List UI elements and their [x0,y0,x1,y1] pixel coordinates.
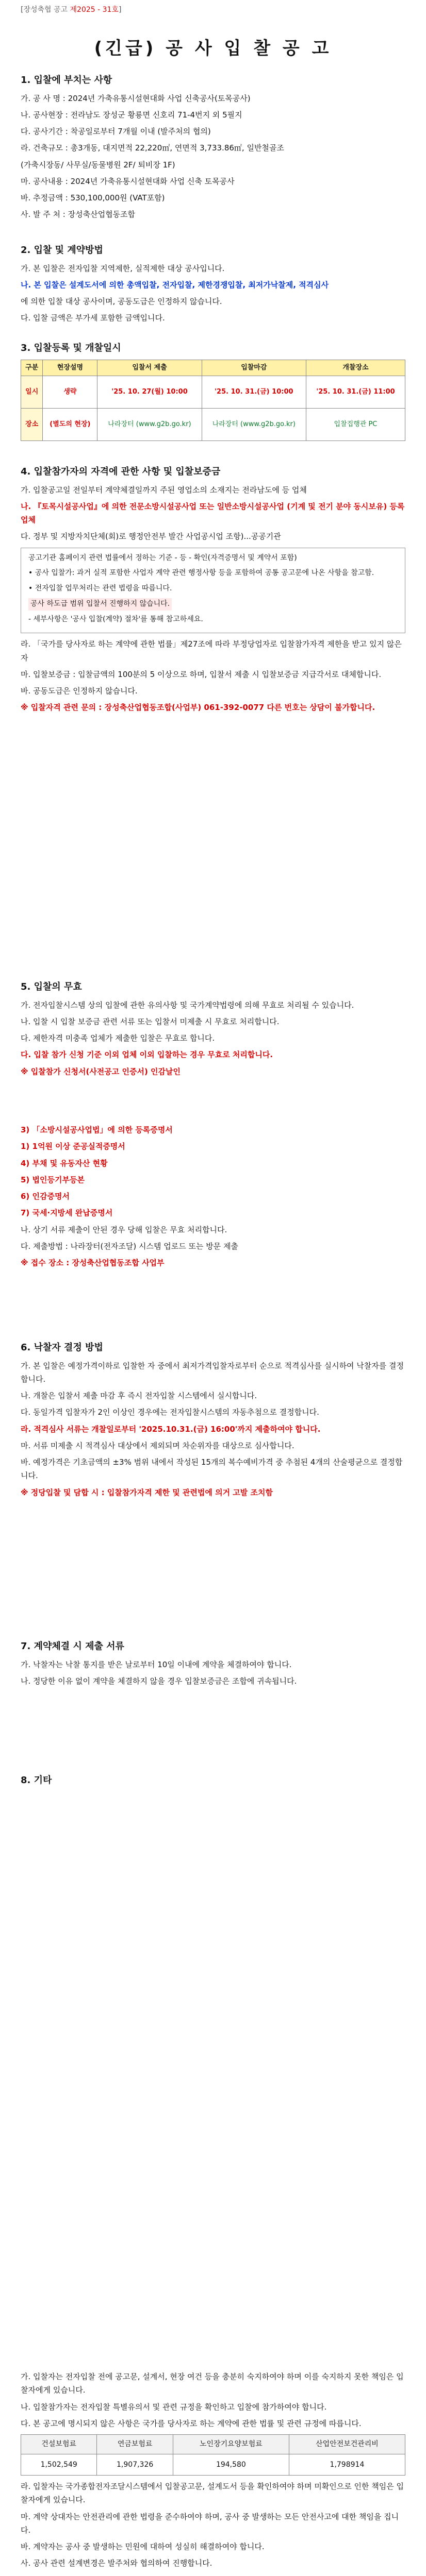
list-item: 마. 공사내용 : 2024년 가축유통시설현대화 사업 신축 토목공사 [21,176,235,186]
table-header: 개찰장소 [306,360,405,376]
table-row: 일시 생략 '25. 10. 27(월) 10:00 '25. 10. 31.(금) 10:00 '25. 10. 31.(금) 11:00 [21,376,405,409]
list-item: 바. 예정가격은 기초금액의 ±3% 범위 내에서 작성된 15개의 복수예비가격 중 추첨된 4개의 산술평균으로 결정합니다. [21,1458,403,1481]
list-item: 7) 국세·지방세 완납증명서 [21,1208,113,1218]
list-item: 바. 계약자는 공사 중 발생하는 민원에 대하여 성실히 해결하여야 합니다. [21,2542,265,2551]
section-heading: 4. 입찰참가자의 자격에 관한 사항 및 입찰보증금 [21,466,221,477]
list-item: 다. 본 공고에 명시되지 않은 사항은 국가를 당사자로 하는 계약에 관한 법률 및 관련 규정에 따릅니다. [21,2418,362,2428]
table-row: 장소 (별도의 현장) 나라장터 (www.g2b.go.kr) 나라장터 (www.g2b.go.kr) 입찰집행관 PC [21,409,405,441]
table-row: 1,502,549 1,907,326 194,580 1,798914 [21,2454,405,2476]
list-item: ※ 접수 장소 : 장성축산업협동조합 사업부 [21,1258,165,1267]
list-item: (가축시장동/ 사무실/동물병원 2F/ 퇴비장 1F) [21,160,175,170]
list-item: 다. 입찰 금액은 부가세 포함한 금액입니다. [21,313,165,323]
list-item: 마. 계약 상대자는 안전관리에 관한 법령을 준수하여야 하며, 공사 중 발생하는 모든 안전사고에 대한 책임을 집니다. [21,2512,399,2535]
list-item: 3) 「소방시설공사업법」에 의한 등록증명서 [21,1125,173,1134]
list-item: 라. 적격심사 서류는 개찰일로부터 '2025.10.31.(금) 16:00'까지 제출하여야 합니다. [21,1424,321,1434]
list-item: 라. 「국가를 당사자로 하는 계약에 관한 법률」제27조에 따라 부정당업자로 입찰참가자격 제한을 받고 있지 않은 자 [21,639,402,663]
section-heading: 5. 입찰의 무효 [21,981,82,992]
section-heading: 2. 입찰 및 계약방법 [21,245,103,256]
table-header: 구분 [21,360,43,376]
list-item: 사. 발 주 처 : 장성축산업협동조합 [21,210,136,219]
list-item: 가. 낙찰자는 낙찰 통지를 받은 날로부터 10일 이내에 계약을 체결하여야 합니다. [21,1659,292,1669]
list-item: 나. 정당한 이유 없이 계약을 체결하지 않을 경우 입찰보증금은 조합에 귀속됩니다. [21,1676,297,1686]
inquiry-note: ※ 입찰자격 관련 문의 : 장성축산업협동조합(사업부) 061-392-0077 다른 번호는 상담이 불가합니다. [21,703,375,713]
section-schedule [21,340,405,441]
list-item: 사. 공사 관련 설계변경은 발주처와 협의하여 진행합니다. [21,2558,212,2568]
section-invalid-bids [21,979,405,1081]
list-item: 가. 입찰자는 전자입찰 전에 공고문, 설계서, 현장 여건 등을 충분히 숙지하여야 하며 이를 숙지하지 못한 책임은 입찰자에게 있습니다. [21,2372,404,2395]
list-item: 6) 인감증명서 [21,1192,70,1201]
table-header: 입찰서 제출 [97,360,202,376]
section-bid-overview [21,72,405,225]
list-item: 가. 본 입찰은 전자입찰 지역제한, 실적제한 대상 공사입니다. [21,263,225,273]
list-item: 가. 공 사 명 : 2024년 가축유통시설현대화 사업 신축공사(토목공사) [21,93,251,103]
list-item: ※ 정당입찰 및 담합 시 : 입찰참가자격 제한 및 관련법에 의거 고발 조치함 [21,1487,273,1497]
list-item: 다. 제출방법 : 나라장터(전자조달) 시스템 업로드 또는 방문 제출 [21,1241,238,1251]
section-heading: 8. 기타 [21,1775,52,1786]
section-required-docs [21,1123,405,1273]
table-header: 현장설명 [43,360,97,376]
section-winner-method [21,1340,405,1502]
list-item: 5) 법인등기부등본 [21,1175,85,1184]
section-heading: 6. 낙찰자 결정 방법 [21,1342,103,1353]
list-item: 나. 본 입찰은 설계도서에 의한 총액입찰, 전자입찰, 제한경쟁입찰, 최저가낙찰제, 적격심사 [21,280,329,290]
table-header: 노인장기요양보험료 [173,2435,289,2454]
list-item: 라. 입찰자는 국가종합전자조달시스템에서 입찰공고문, 설계도서 등을 확인하여야 하며 미확인으로 인한 책임은 입찰자에게 있습니다. [21,2482,404,2505]
list-item: 다. 동일가격 입찰자가 2인 이상인 경우에는 전자입찰시스템의 자동추첨으로 결정합니다. [21,1408,319,1417]
section-heading: 3. 입찰등록 및 개찰일시 [21,343,121,353]
section-contract [21,1638,405,1691]
qualification-note-box: 공고기관 홈페이지 관련 법률에서 정하는 기준 - 등 - 확인(자격증명서 및 계약서 포함) • 공사 입찰가: 과거 실적 포함한 사업자 계약 관련 행정사항 등을 포함하여 공통 공고문에 나온 사항을 참고함. • 전자입찰 업무처리는 관련 법령을 따릅니다. 공사 하도급 범위 입찰서 진행하지 않습니다. - 세부사항은 '공사 입찰(계약) 절차'를 통해 참고하세요. [21,548,405,634]
table-header: 산업안전보건관리비 [289,2435,405,2454]
list-item: 가. 본 입찰은 예정가격이하로 입찰한 자 중에서 최저가격입찰자로부터 순으로 적격심사를 실시하여 낙찰자를 결정합니다. [21,1361,404,1384]
list-item: 에 의한 입찰 대상 공사이며, 공동도급은 인정하지 않습니다. [21,297,222,306]
list-item: 다. 공사기간 : 착공일로부터 7개월 이내 (발주처의 협의) [21,127,211,136]
section-others [21,1772,405,1792]
list-item: 다. 정부 및 지방자치단체(회)로 행정안전부 발간 사업공시업 조항)...공공기관 [21,532,281,541]
list-item: 마. 서류 미제출 시 적격심사 대상에서 제외되며 차순위자를 대상으로 심사합니다. [21,1440,294,1450]
schedule-table [21,360,405,442]
list-item: 바. 공동도급은 인정하지 않습니다. [21,686,138,696]
section-heading: 1. 입찰에 부치는 사항 [21,75,112,86]
notice-number: [장성축협 공고 제2025 - 31호] [21,6,122,14]
list-item: 나. 입찰 시 입찰 보증금 관련 서류 또는 입찰서 미제출 시 무효로 처리합니다. [21,1016,280,1026]
list-item: 바. 추정금액 : 530,100,000원 (VAT포함) [21,193,165,202]
list-item [21,2573,405,2576]
page-title: (긴급) 공 사 입 찰 공 고 [94,38,332,59]
list-item: 다. 제한자격 미충족 업체가 제출한 입찰은 무효로 합니다. [21,1033,215,1043]
list-item: 나. 상기 서류 제출이 안된 경우 당해 입찰은 무효 처리합니다. [21,1225,227,1234]
list-item: 다. 입찰 참가 신청 기준 이외 업체 이외 입찰하는 경우 무효로 처리합니다. [21,1050,273,1060]
list-item: 1) 1억원 이상 준공실적증명서 [21,1142,125,1151]
list-item: 가. 입찰공고일 전일부터 계약체결일까지 주된 영업소의 소재지는 전라남도에 등 업체 [21,485,307,495]
list-item: 4) 부채 및 유동자산 현황 [21,1158,108,1168]
section-others-body [21,2370,405,2576]
list-item: 나. 개찰은 입찰서 제출 마감 후 즉시 전자입찰 시스템에서 실시합니다. [21,1391,257,1400]
list-item: ※ 입찰참가 신청서(사전공고 인증서) 인감날인 [21,1066,181,1076]
insurance-fee-table [21,2434,405,2476]
list-item: 라. 건축규모 : 총3개동, 대지면적 22,220㎡, 연면적 3,733.86㎡, 일반철골조 [21,143,284,153]
table-header: 건설보험료 [21,2435,97,2454]
section-bid-method [21,242,405,328]
list-item: 나. 『토목시설공사업』에 의한 전문소방시설공사업 또는 일반소방시설공사업 (기계 및 전기 분야 동시보유) 등록업체 [21,501,405,524]
section-heading: 7. 계약체결 시 제출 서류 [21,1641,124,1652]
list-item: 가. 전자입찰시스템 상의 입찰에 관한 유의사항 및 국가계약법령에 의해 무효로 처리될 수 있습니다. [21,1000,354,1010]
list-item: 나. 입찰참가자는 전자입찰 특별유의서 및 관련 규정을 확인하고 입찰에 참가하여야 합니다. [21,2402,327,2412]
section-qualification [21,464,405,718]
list-item: 나. 공사현장 : 전라남도 장성군 황룡면 신호리 71-4번지 외 5필지 [21,110,242,120]
table-header: 연금보험료 [97,2435,173,2454]
table-header: 입찰마감 [202,360,306,376]
list-item: 마. 입찰보증금 : 입찰금액의 100분의 5 이상으로 하며, 입찰서 제출 시 입찰보증금 지급각서로 대체합니다. [21,669,382,679]
